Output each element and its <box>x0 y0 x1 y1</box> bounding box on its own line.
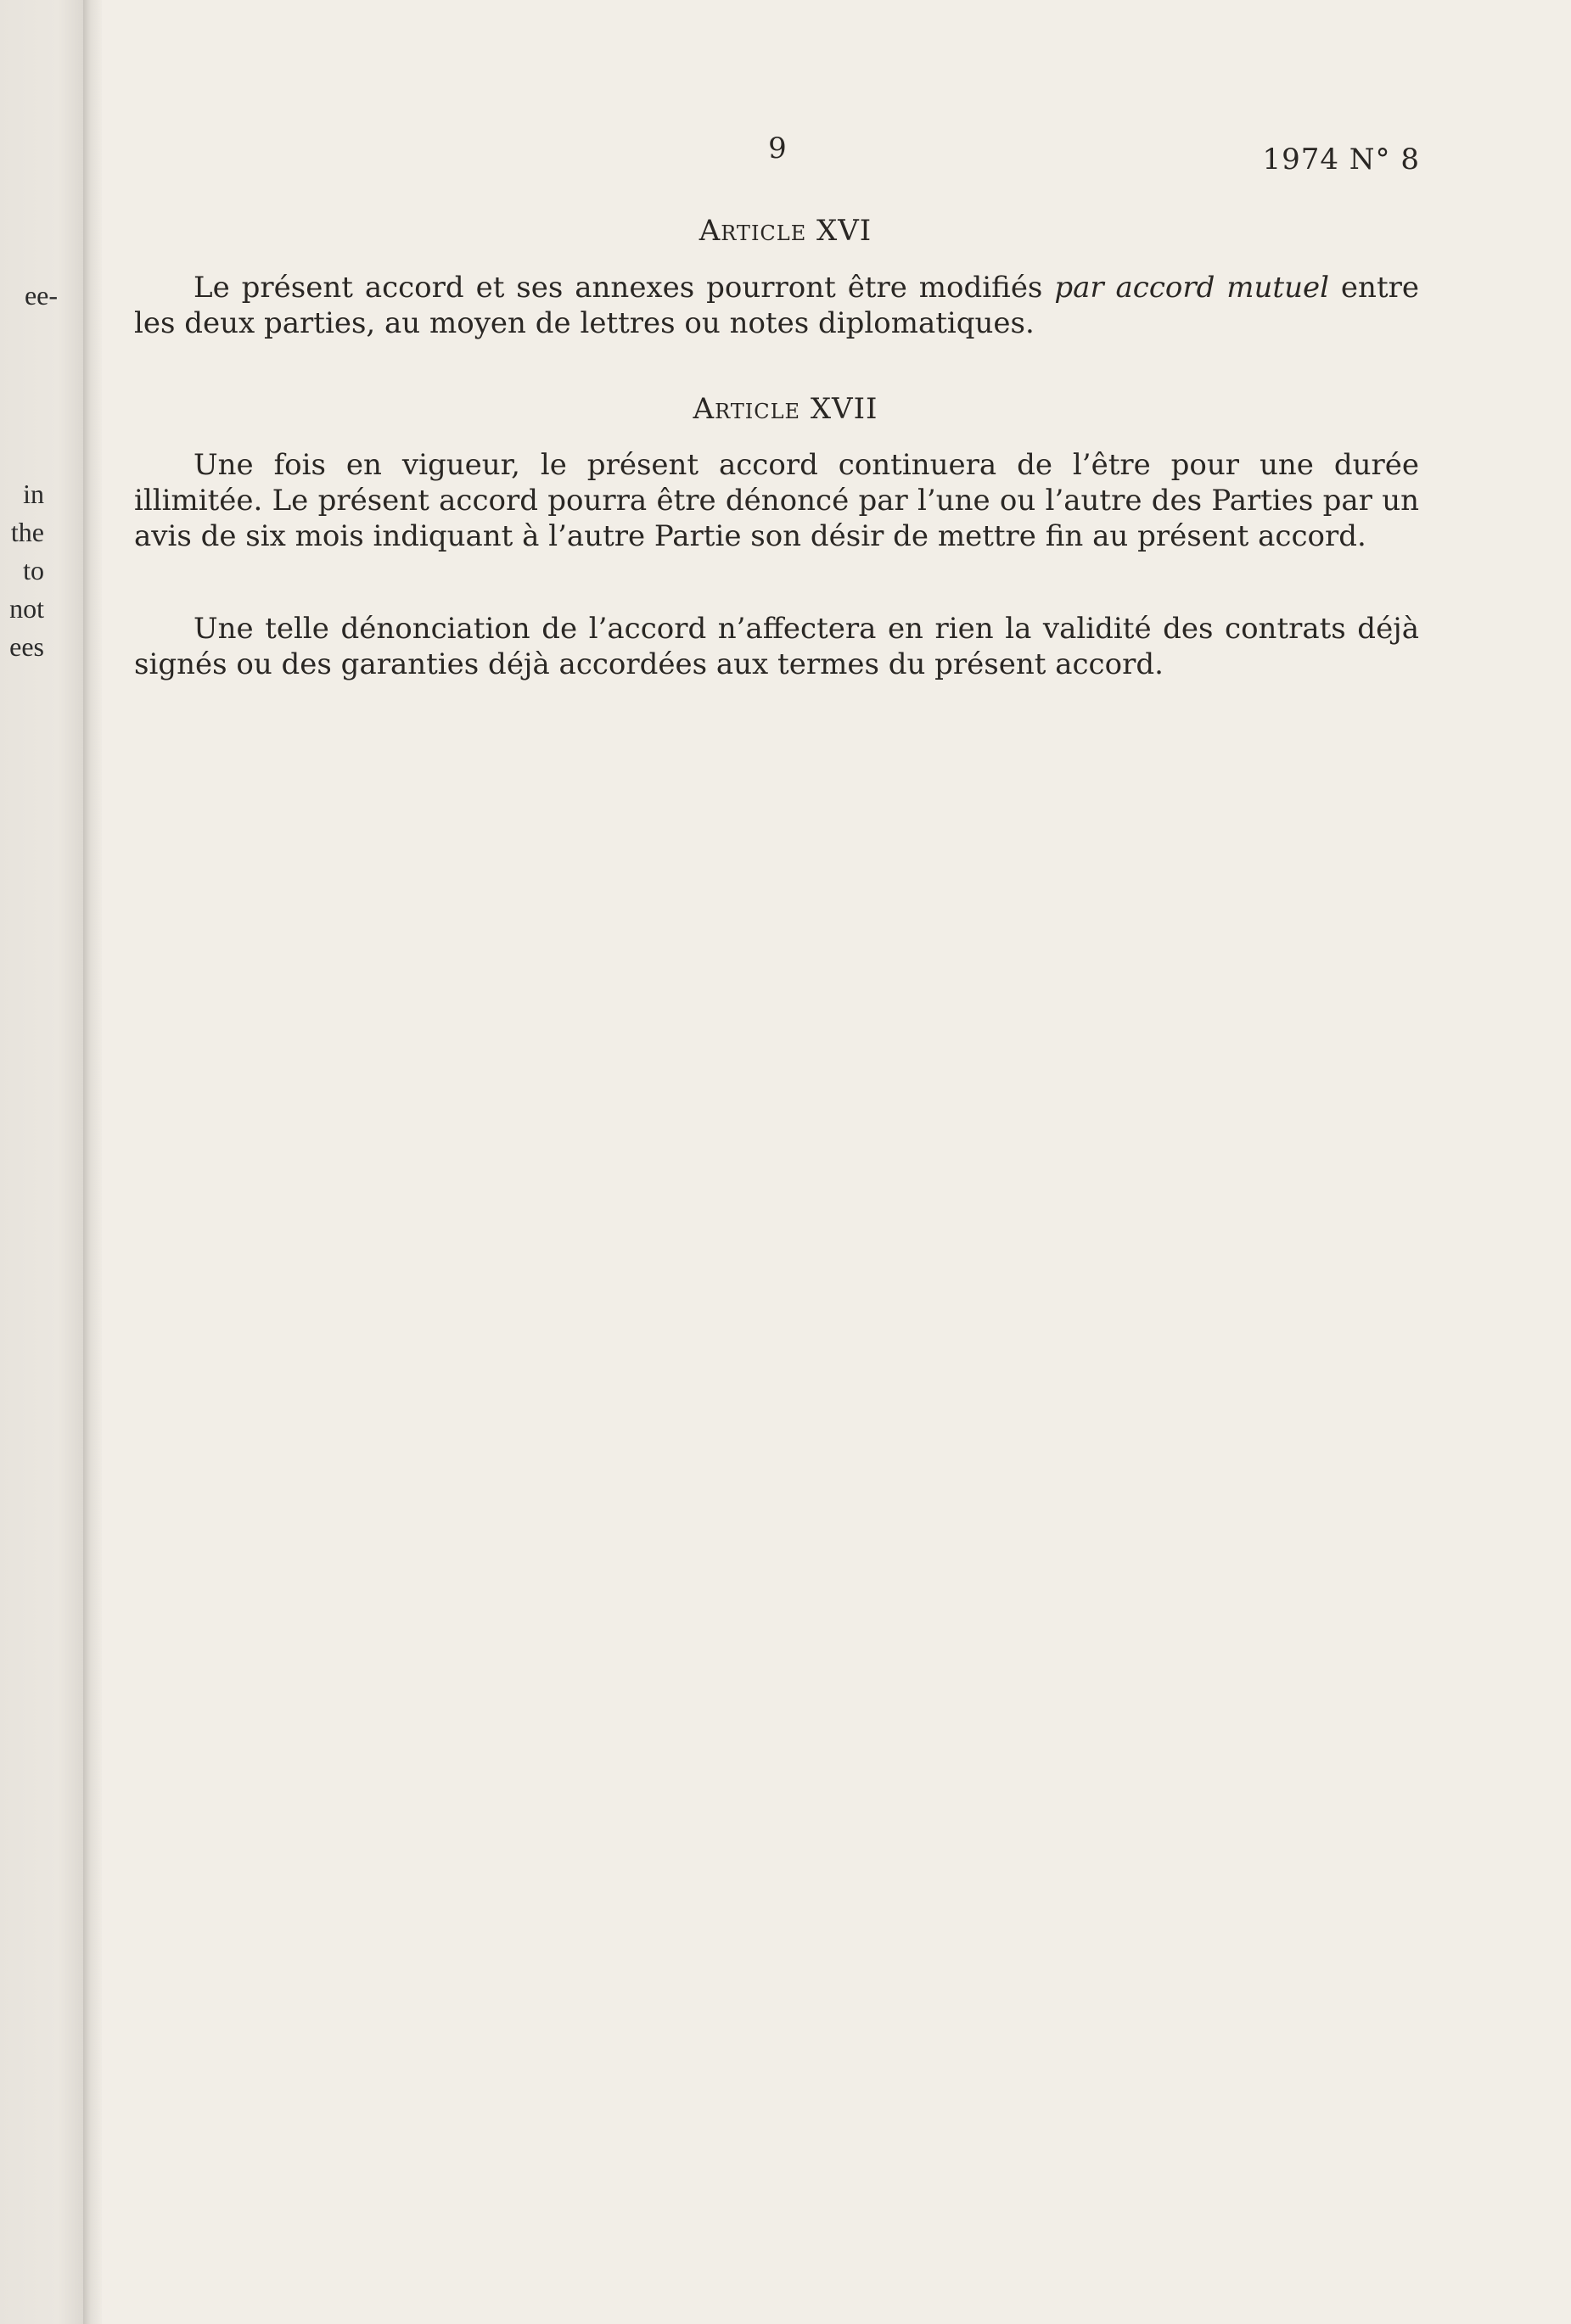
facing-page-fragment: ees <box>9 631 44 662</box>
article-title-xvi: Article XVI <box>699 214 872 248</box>
facing-page-fragment: not <box>9 593 44 624</box>
paragraph-text: Le présent accord et ses annexes pourront être modifiés <box>194 271 1055 305</box>
facing-page-fragments <box>0 475 83 666</box>
article-title-xvii: Article XVII <box>693 392 878 426</box>
facing-page-edge <box>0 0 83 2324</box>
facing-page-fragment: to <box>23 555 44 585</box>
facing-page-fragment: the <box>10 517 44 547</box>
article-xvii-paragraph-1: Une fois en vigueur, le présent accord continuera de l’être pour une durée illimitée. Le présent accord pourra être dénoncé par l’une ou l’autre des Parties par un avis de six mois indiquant à l’autre Partie son désir de mettre fin au présent accord. <box>134 448 1419 553</box>
facing-page-fragment: ee- <box>24 280 58 311</box>
facing-page-fragment: in <box>23 479 44 509</box>
running-head: 1974 N° 8 <box>1262 143 1420 176</box>
paragraph-emphasis: par accord mutuel <box>1054 271 1329 305</box>
page <box>102 0 1571 2324</box>
article-xvii-paragraph-2: Une telle dénonciation de l’accord n’affectera en rien la validité des contrats déjà signés ou des garanties déjà accordées aux termes du présent accord. <box>134 612 1419 681</box>
article-xvi-paragraph <box>134 270 1419 341</box>
paragraph-text: entre les deux parties, au moyen de lettres ou notes diplomatiques. <box>134 271 1419 340</box>
page-number: 9 <box>768 132 787 165</box>
book-gutter <box>83 0 102 2324</box>
